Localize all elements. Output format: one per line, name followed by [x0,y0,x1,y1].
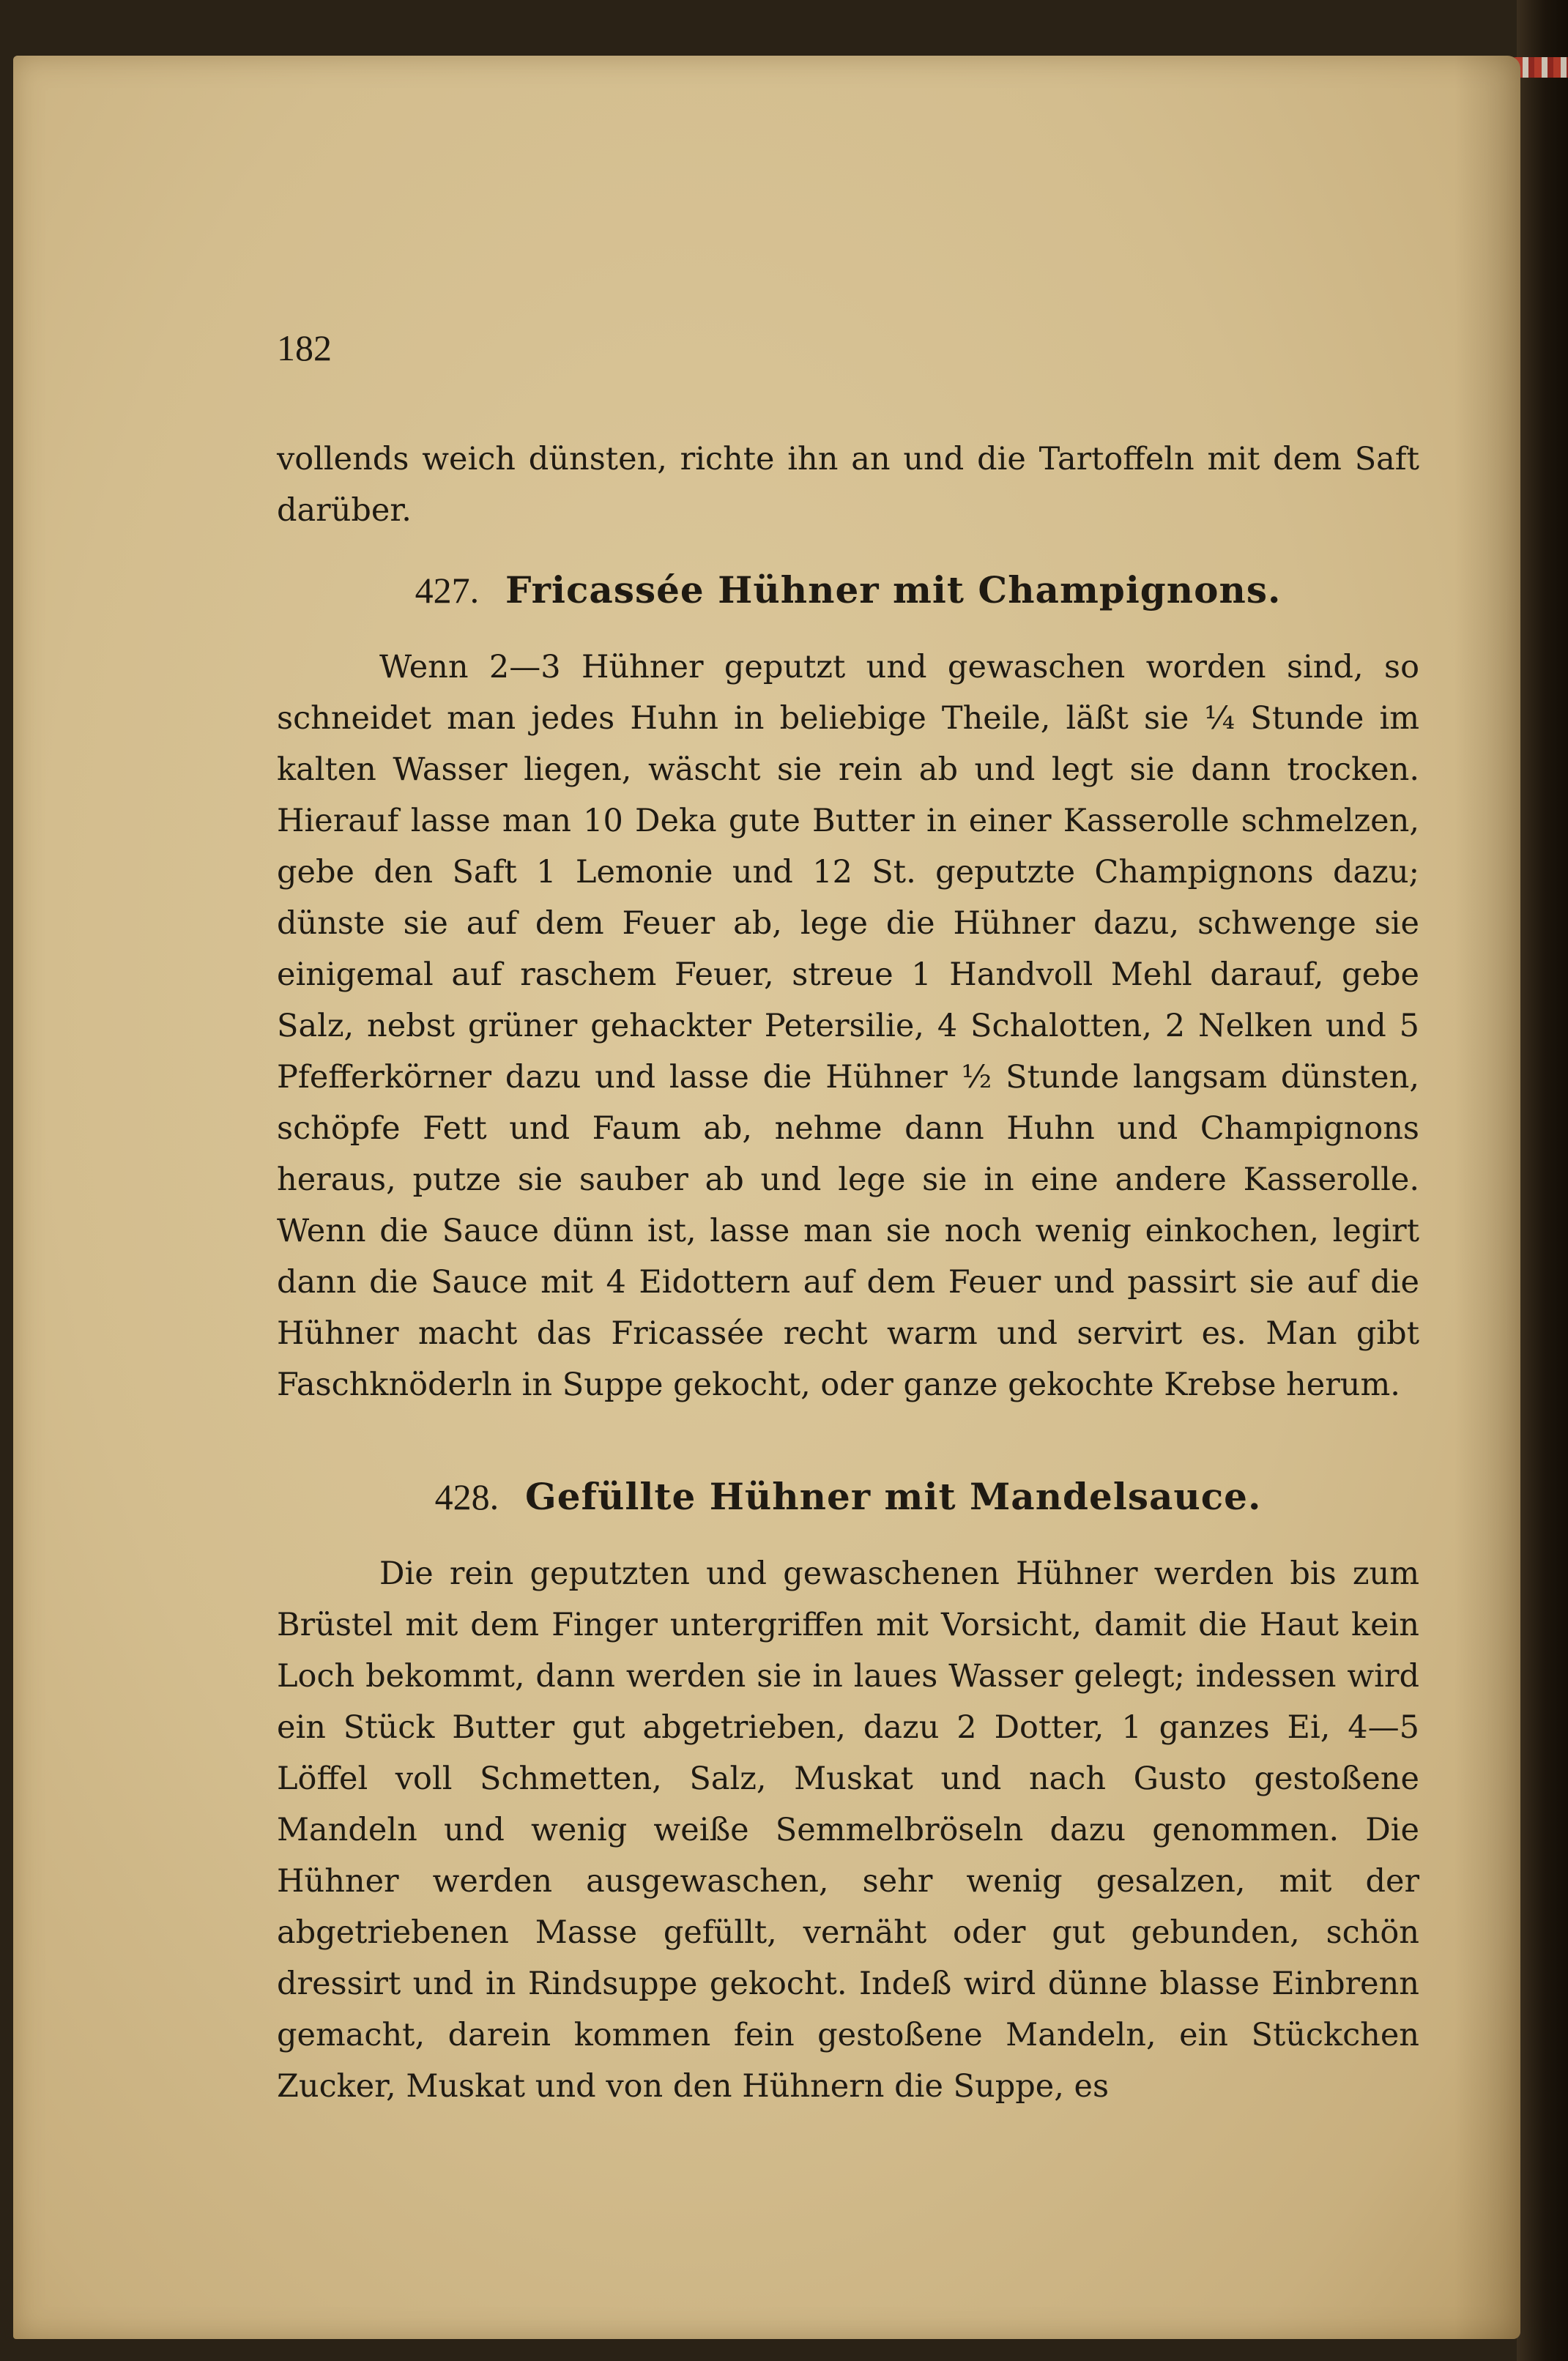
recipe-heading-427 [277,561,1419,620]
book-page [13,56,1520,2339]
recipe-number: 428. [434,1476,499,1517]
intro-paragraph: vollends weich dünsten, richte ihn an und die Tartoffeln mit dem Saft darüber. [277,441,1419,529]
recipe-title: Gefüllte Hühner mit Mandelsauce. [525,1475,1262,1518]
page-text [277,327,1419,2112]
recipe-title: Fricassée Hühner mit Champignons. [505,568,1282,611]
page-number: 182 [277,327,332,368]
recipe-text-427: Wenn 2—3 Hühner geputzt und gewaschen worden sind, so schneidet man jedes Huhn in beliebige Theile, läßt sie ¼ Stunde im kalten Wasser liegen, wäscht sie rein ab und legt sie dann trocken. Hierauf lasse man 10 Deka gute Butter in einer Kasserolle schmelzen, gebe den Saft 1 Lemonie und 12 St. geputzte Champignons dazu; dünste sie auf dem Feuer ab, lege die Hühner dazu, schwenge sie einigemal auf raschem Feuer, streue 1 Handvoll Mehl darauf, gebe Salz, nebst grüner gehackter Petersilie, 4 Schalotten, 2 Nelken und 5 Pfefferkörner dazu und lasse die Hühner ½ Stunde langsam dünsten, schöpfe Fett und Faum ab, nehme dann Huhn und Champignons heraus, putze sie sauber ab und lege sie in eine andere Kasserolle. Wenn die Sauce dünn ist, lasse man sie noch wenig einkochen, legirt dann die Sauce mit 4 Eidottern auf dem Feuer und passirt sie auf die Hühner macht das Fricassée recht warm und servirt es. Man gibt Faschknöderln in Suppe gekocht, oder ganze gekochte Krebse herum. [277,649,1419,1403]
recipe-number: 427. [415,570,480,611]
recipe-text-428: Die rein geputzten und gewaschenen Hühner werden bis zum Brüstel mit dem Finger untergriffen mit Vorsicht, damit die Haut kein Loch bekommt, dann werden sie in laues Wasser gelegt; indessen wird ein Stück Butter gut abgetrieben, dazu 2 Dotter, 1 ganzes Ei, 4—5 Löffel voll Schmetten, Salz, Muskat und nach Gusto gestoßene Mandeln und wenig weiße Semmelbröseln dazu genommen. Die Hühner werden ausgewaschen, sehr wenig gesalzen, mit der abgetriebenen Masse gefüllt, vernäht oder gut gebunden, schön dressirt und in Rindsuppe gekocht. Indeß wird dünne blasse Einbrenn gemacht, darein kommen fein gestoßene Mandeln, ein Stückchen Zucker, Muskat und von den Hühnern die Suppe, es [277,1555,1419,2105]
book-spine [1517,0,1568,2361]
recipe-heading-428 [277,1468,1419,1526]
